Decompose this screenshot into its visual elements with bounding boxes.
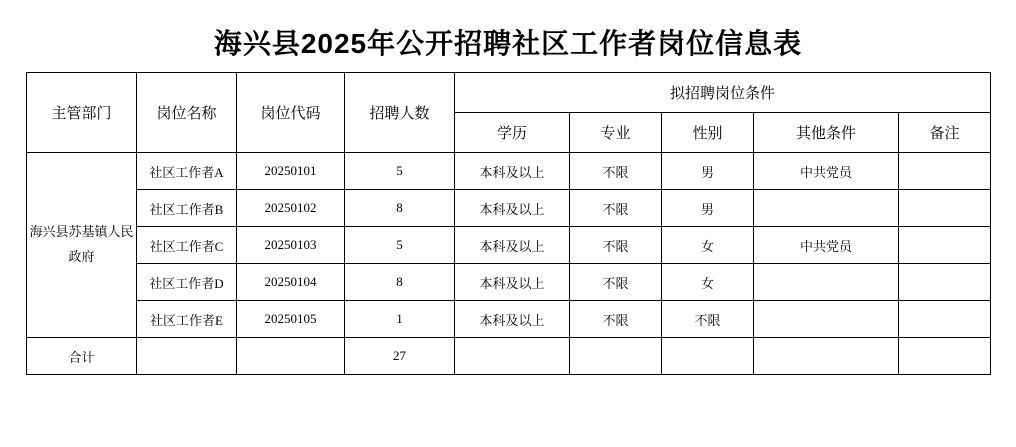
cell-remark [899, 264, 991, 301]
header-remark: 备注 [899, 113, 991, 153]
cell-gender: 女 [662, 227, 754, 264]
table-row [27, 190, 991, 227]
cell-gender: 男 [662, 190, 754, 227]
cell-total-post-name [137, 338, 237, 375]
header-conditions-group: 拟招聘岗位条件 [455, 73, 991, 113]
cell-hire-count: 5 [345, 153, 455, 190]
cell-remark [899, 227, 991, 264]
cell-remark [899, 153, 991, 190]
cell-major: 不限 [570, 153, 662, 190]
cell-gender: 不限 [662, 301, 754, 338]
header-education: 学历 [455, 113, 570, 153]
cell-total-major [570, 338, 662, 375]
table-container [0, 72, 1016, 375]
header-hire-count: 招聘人数 [345, 73, 455, 153]
cell-post-name: 社区工作者B [137, 190, 237, 227]
cell-remark [899, 190, 991, 227]
header-other: 其他条件 [754, 113, 899, 153]
cell-post-code: 20250103 [237, 227, 345, 264]
header-major: 专业 [570, 113, 662, 153]
cell-total-hire-count: 27 [345, 338, 455, 375]
header-post-code: 岗位代码 [237, 73, 345, 153]
cell-remark [899, 301, 991, 338]
cell-education: 本科及以上 [455, 301, 570, 338]
table-body [27, 153, 991, 375]
cell-post-name: 社区工作者A [137, 153, 237, 190]
cell-hire-count: 5 [345, 227, 455, 264]
cell-post-code: 20250105 [237, 301, 345, 338]
cell-total-gender [662, 338, 754, 375]
cell-post-name: 社区工作者C [137, 227, 237, 264]
cell-other: 中共党员 [754, 227, 899, 264]
cell-post-code: 20250104 [237, 264, 345, 301]
header-dept: 主管部门 [27, 73, 137, 153]
table-row [27, 227, 991, 264]
table-row [27, 264, 991, 301]
cell-gender: 女 [662, 264, 754, 301]
table-total-row [27, 338, 991, 375]
cell-post-code: 20250102 [237, 190, 345, 227]
cell-major: 不限 [570, 190, 662, 227]
cell-total-other [754, 338, 899, 375]
cell-other [754, 190, 899, 227]
cell-total-remark [899, 338, 991, 375]
cell-education: 本科及以上 [455, 153, 570, 190]
table-header [27, 73, 991, 153]
cell-major: 不限 [570, 264, 662, 301]
cell-education: 本科及以上 [455, 190, 570, 227]
cell-major: 不限 [570, 301, 662, 338]
cell-other [754, 264, 899, 301]
cell-total-education [455, 338, 570, 375]
cell-other: 中共党员 [754, 153, 899, 190]
cell-gender: 男 [662, 153, 754, 190]
table-row [27, 301, 991, 338]
cell-hire-count: 1 [345, 301, 455, 338]
cell-dept-name: 海兴县苏基镇人民政府 [27, 153, 137, 338]
table-header-row-1 [27, 73, 991, 113]
cell-education: 本科及以上 [455, 227, 570, 264]
cell-total-post-code [237, 338, 345, 375]
cell-post-name: 社区工作者D [137, 264, 237, 301]
cell-post-code: 20250101 [237, 153, 345, 190]
cell-education: 本科及以上 [455, 264, 570, 301]
header-gender: 性别 [662, 113, 754, 153]
cell-hire-count: 8 [345, 264, 455, 301]
cell-hire-count: 8 [345, 190, 455, 227]
cell-other [754, 301, 899, 338]
cell-major: 不限 [570, 227, 662, 264]
job-info-table [26, 72, 991, 375]
cell-total-label: 合计 [27, 338, 137, 375]
header-post-name: 岗位名称 [137, 73, 237, 153]
page-title: 海兴县2025年公开招聘社区工作者岗位信息表 [213, 28, 803, 59]
cell-post-name: 社区工作者E [137, 301, 237, 338]
table-row [27, 153, 991, 190]
